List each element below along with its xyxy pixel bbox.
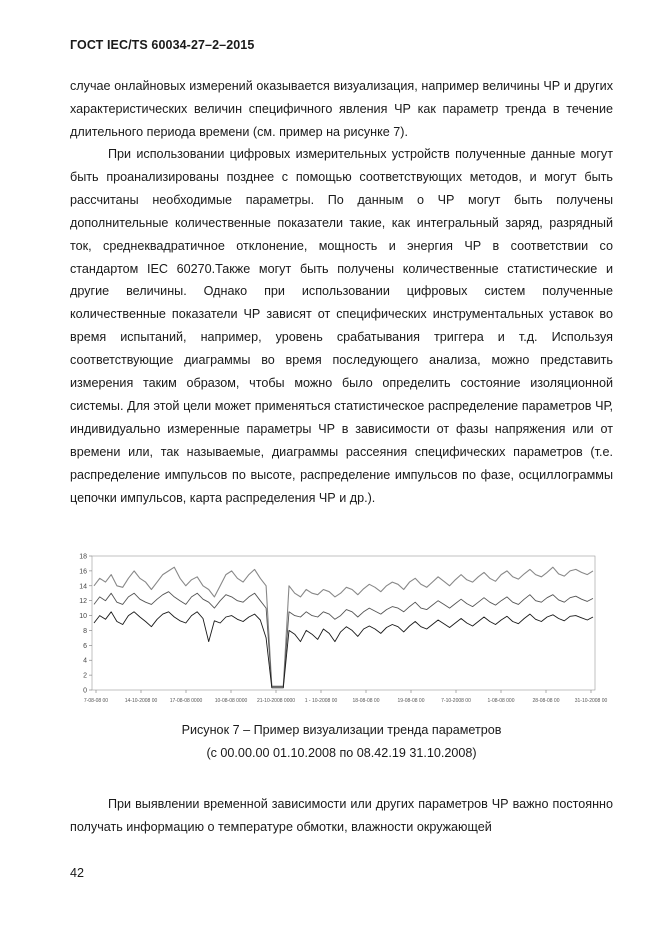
x-tick-label: 10-08-08 0000 — [214, 698, 248, 704]
trend-series-line-2 — [94, 592, 593, 687]
paragraph-1 — [70, 75, 613, 144]
x-tick-label: 1-08-08 000 — [487, 698, 515, 704]
x-tick-label: 17-08-08 0000 — [169, 698, 203, 704]
figure-caption-title: Рисунок 7 – Пример визуализации тренда параметров — [181, 723, 502, 737]
y-tick-label: 16 — [79, 568, 87, 576]
trend-chart — [70, 548, 608, 704]
y-tick-label: 8 — [83, 627, 87, 635]
paragraph-3 — [70, 793, 613, 839]
x-tick-label: 7-08-08 00 — [83, 698, 109, 704]
trend-series-line-3 — [94, 612, 593, 688]
x-tick-label: 28-08-08 00 — [532, 698, 560, 704]
x-tick-label: 19-08-08 00 — [397, 698, 425, 704]
y-tick-label: 18 — [79, 553, 87, 561]
y-tick-label: 0 — [83, 687, 87, 695]
paragraph-3-text: При выявлении временной зависимости или других параметров ЧР важно постоянно получать информацию о температуре обмотки, влажности окружающей — [70, 797, 613, 834]
y-tick-label: 14 — [79, 583, 87, 591]
x-tick-label: 7-10-2008 00 — [441, 698, 471, 704]
paragraph-1-text: случае онлайновых измерений оказывается визуализация, например величины ЧР и других характеристических величин специфичного явления ЧР как параметр тренда в течение длительного периода времени (см. пример на рисунке 7). — [70, 79, 613, 139]
x-tick-label: 14-10-2008 00 — [124, 698, 158, 704]
y-tick-label: 6 — [83, 642, 87, 650]
paragraph-2-text: При использовании цифровых измерительных устройств полученные данные могут быть проанализированы позднее с помощью соответствующих методов, и могут быть рассчитаны необходимые параметры. По данным о ЧР могут быть получены дополнительные количественные показатели такие, как интегральный заряд, разрядный ток, среднеквадратичное отклонение, мощность и энергия ЧР в соответствии со стандартом IEC 60270.Также могут быть получены количественные статистические и другие величины. Однако при использовании цифровых систем полученные количественные показатели ЧР зависят от специфических инструментальных уставок во время испытаний, например, уровень срабатывания триггера и т.д. Используя соответствующие диаграммы во время последующего анализа, можно представить измерения таким образом, чтобы можно было определить состояние изоляционной системы. Для этой цели может применяться статистическое распределение параметров ЧР, индивидуально измеренные параметры ЧР в зависимости от фазы напряжения или от времени или, так называемые, диаграммы рассеяния специфических параметров (т.е. распределение импульсов по высоте, распределение импульсов по фазе, осциллограммы цепочки импульсов, карта распределения ЧР и др.). — [70, 147, 613, 505]
document-header: ГОСТ IEC/TS 60034-27–2–2015 — [70, 38, 255, 52]
y-tick-label: 2 — [83, 672, 87, 680]
y-tick-label: 12 — [79, 598, 87, 606]
x-tick-label: 18-08-08 00 — [352, 698, 380, 704]
x-tick-label: 1 - 10-2008 00 — [304, 698, 338, 704]
y-tick-label: 10 — [79, 613, 87, 621]
trend-chart-svg — [70, 548, 608, 704]
y-tick-label: 4 — [83, 657, 87, 665]
paragraph-2 — [70, 143, 613, 510]
trend-series-line-1 — [94, 567, 593, 686]
figure-caption-range: (с 00.00.00 01.10.2008 по 08.42.19 31.10.2008) — [206, 746, 477, 760]
page-number: 42 — [70, 866, 85, 880]
x-tick-label: 31-10-2008 00 — [574, 698, 608, 704]
x-tick-label: 21-10-2008 0000 — [256, 698, 296, 704]
